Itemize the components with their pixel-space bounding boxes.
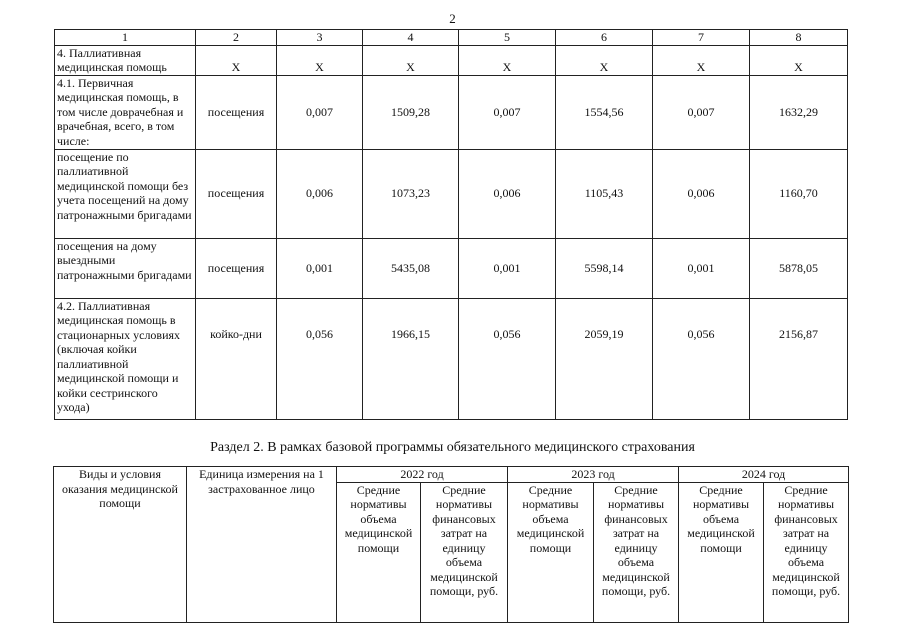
column-number: 3 — [277, 30, 363, 46]
section2-table — [53, 466, 849, 623]
table-cell: 1509,28 — [363, 75, 459, 149]
header-year: 2024 год — [679, 467, 849, 483]
table-cell: 0,001 — [459, 238, 556, 298]
table-cell: 5598,14 — [556, 238, 653, 298]
row-label: 4.1. Первичная медицинская помощь, в том числе доврачебная и врачебная, всего, в том числе: — [55, 75, 196, 149]
table-cell: Х — [196, 45, 277, 75]
subheader-cost: Средние нормативы финансовых затрат на единицу объема медицинской помощи, руб. — [421, 482, 508, 622]
header-unit: Единица измерения на 1 застрахованное лицо — [187, 467, 337, 623]
subheader-volume: Средние нормативы объема медицинской помощи — [337, 482, 421, 622]
table-cell: Х — [363, 45, 459, 75]
table-cell: 0,056 — [653, 298, 750, 419]
table-row — [55, 298, 848, 419]
subheader-cost: Средние нормативы финансовых затрат на единицу объема медицинской помощи, руб. — [594, 482, 679, 622]
table-cell: 1554,56 — [556, 75, 653, 149]
table-row — [55, 149, 848, 238]
table-cell: 5878,05 — [750, 238, 848, 298]
table-cell: Х — [653, 45, 750, 75]
table-cell: Х — [750, 45, 848, 75]
row-label: посещения на дому выездными патронажными бригадами — [55, 238, 196, 298]
table-cell: Х — [556, 45, 653, 75]
row-label: 4. Паллиативная медицинская помощь — [55, 45, 196, 75]
column-number: 4 — [363, 30, 459, 46]
table-cell: 1105,43 — [556, 149, 653, 238]
table-cell: посещения — [196, 149, 277, 238]
table-cell: 2156,87 — [750, 298, 848, 419]
table-cell: 0,007 — [653, 75, 750, 149]
table-cell: 0,001 — [277, 238, 363, 298]
header-year: 2022 год — [337, 467, 508, 483]
subheader-cost: Средние нормативы финансовых затрат на единицу объема медицинской помощи, руб. — [764, 482, 849, 622]
subheader-volume: Средние нормативы объема медицинской помощи — [679, 482, 764, 622]
table-cell: 0,056 — [277, 298, 363, 419]
table-cell: 0,007 — [277, 75, 363, 149]
header-year: 2023 год — [508, 467, 679, 483]
subheader-volume: Средние нормативы объема медицинской помощи — [508, 482, 594, 622]
column-number: 2 — [196, 30, 277, 46]
column-number: 8 — [750, 30, 848, 46]
table-cell: 1073,23 — [363, 149, 459, 238]
table-cell: 0,001 — [653, 238, 750, 298]
table-cell: 0,056 — [459, 298, 556, 419]
table-row — [55, 45, 848, 75]
table-row — [55, 75, 848, 149]
palliative-care-table — [54, 29, 848, 420]
table-cell: посещения — [196, 75, 277, 149]
column-number-row — [55, 30, 848, 46]
header-type: Виды и условия оказания медицинской помощи — [54, 467, 187, 623]
table-cell: 0,007 — [459, 75, 556, 149]
column-number: 1 — [55, 30, 196, 46]
table-cell: Х — [459, 45, 556, 75]
table-cell: 2059,19 — [556, 298, 653, 419]
column-number: 7 — [653, 30, 750, 46]
column-number: 6 — [556, 30, 653, 46]
column-number: 5 — [459, 30, 556, 46]
table-cell: 1966,15 — [363, 298, 459, 419]
table-cell: 0,006 — [277, 149, 363, 238]
table-cell: 5435,08 — [363, 238, 459, 298]
table-cell: посещения — [196, 238, 277, 298]
table-row — [55, 238, 848, 298]
table-cell: 0,006 — [653, 149, 750, 238]
table-cell: 1632,29 — [750, 75, 848, 149]
row-label: 4.2. Паллиативная медицинская помощь в стационарных условиях (включая койки паллиативной медицинской помощи и койки сестринского ухода) — [55, 298, 196, 419]
header-row — [54, 467, 849, 483]
table-cell: 1160,70 — [750, 149, 848, 238]
section-title: Раздел 2. В рамках базовой программы обязательного медицинского страхования — [210, 440, 695, 455]
table-cell: 0,006 — [459, 149, 556, 238]
page-number: 2 — [449, 11, 456, 26]
row-label: посещение по паллиативной медицинской помощи без учета посещений на дому патронажными бригадами — [55, 149, 196, 238]
table-cell: койко-дни — [196, 298, 277, 419]
table-cell: Х — [277, 45, 363, 75]
